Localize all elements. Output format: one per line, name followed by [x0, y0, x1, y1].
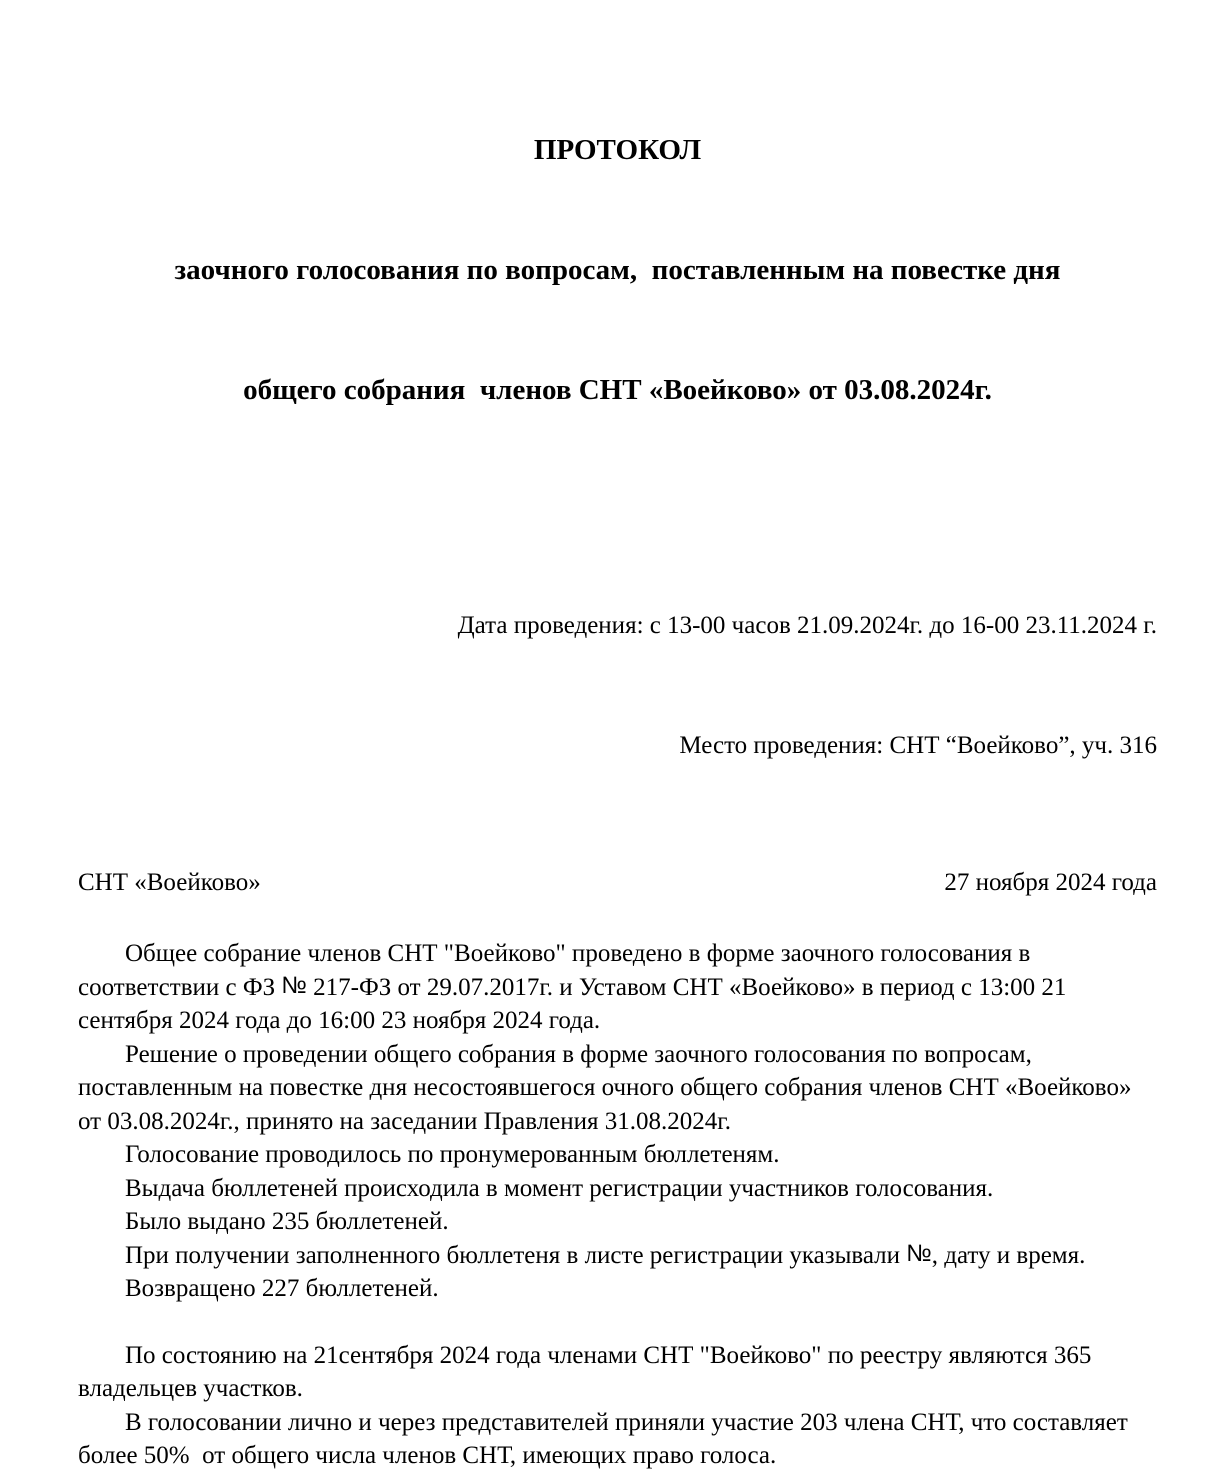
paragraph: [78, 1172, 1157, 1206]
header-row: [78, 866, 1157, 899]
paragraph-text: При получении заполненного бюллетеня в листе регистрации указывали: [125, 1241, 907, 1269]
paragraph-text: По состоянию на 21сентября 2024 года членами СНТ "Воейково" по реестру являются 365 владельцев участков.: [78, 1341, 1098, 1402]
paragraph: [78, 1239, 1157, 1273]
numero-sign: №: [906, 1239, 932, 1267]
paragraph: [78, 1038, 1157, 1139]
paragraph-text: Решение о проведении общего собрания в форме заочного голосования по вопросам, поставленным на повестке дня несостоявшегося очного общего собрания членов СНТ «Воейково» от 03.08.2024г., принято на заседании Правления 31.08.2024г.: [78, 1040, 1138, 1135]
org-name: СНТ «Воейково»: [78, 869, 261, 896]
paragraph-text: Общее собрание членов СНТ "Воейково" проведено в форме заочного голосования в соответствии с ФЗ: [78, 940, 1037, 1001]
title-line-2: заочного голосования по вопросам, поставленным на повестке дня: [174, 254, 1061, 286]
paragraph-text: В голосовании лично и через представителей приняли участие 203 члена СНТ, что составляет более 50% от общего числа членов СНТ, имеющих право голоса.: [78, 1408, 1135, 1469]
paragraph: [78, 1272, 1157, 1306]
paragraph-text: 217-ФЗ от 29.07.2017г. и Уставом СНТ «Воейково» в период с 13:00 21 сентября 2024 года до 16:00 23 ноября 2024 года.: [78, 973, 1073, 1034]
paragraph: [78, 1138, 1157, 1172]
paragraph: [78, 1339, 1157, 1406]
paragraph-text: Возвращено 227 бюллетеней.: [125, 1275, 439, 1302]
document-title: [78, 50, 1157, 490]
document-body: [78, 937, 1157, 1473]
paragraph: [78, 1205, 1157, 1239]
paragraph-text: Выдача бюллетеней происходила в момент регистрации участников голосования.: [125, 1174, 994, 1202]
document-date: 27 ноября 2024 года: [944, 869, 1157, 896]
numero-sign: №: [281, 971, 307, 999]
paragraph-text: Голосование проводилось по пронумерованным бюллетеням.: [125, 1141, 780, 1168]
title-line-1: ПРОТОКОЛ: [533, 134, 702, 166]
paragraph-text: , дату и время.: [931, 1241, 1086, 1269]
meta-place-line: Место проведения: СНТ “Воейково”, уч. 316: [679, 732, 1157, 759]
meta-block: [78, 526, 1157, 846]
paragraph: [78, 1406, 1157, 1473]
title-line-3: общего собрания членов СНТ «Воейково» от 03.08.2024г.: [243, 374, 992, 406]
paragraph: [78, 937, 1157, 1038]
meta-date-line: Дата проведения: с 13-00 часов 21.09.2024г. до 16-00 23.11.2024 г.: [457, 612, 1157, 639]
paragraph-text: Было выдано 235 бюллетеней.: [125, 1208, 449, 1235]
